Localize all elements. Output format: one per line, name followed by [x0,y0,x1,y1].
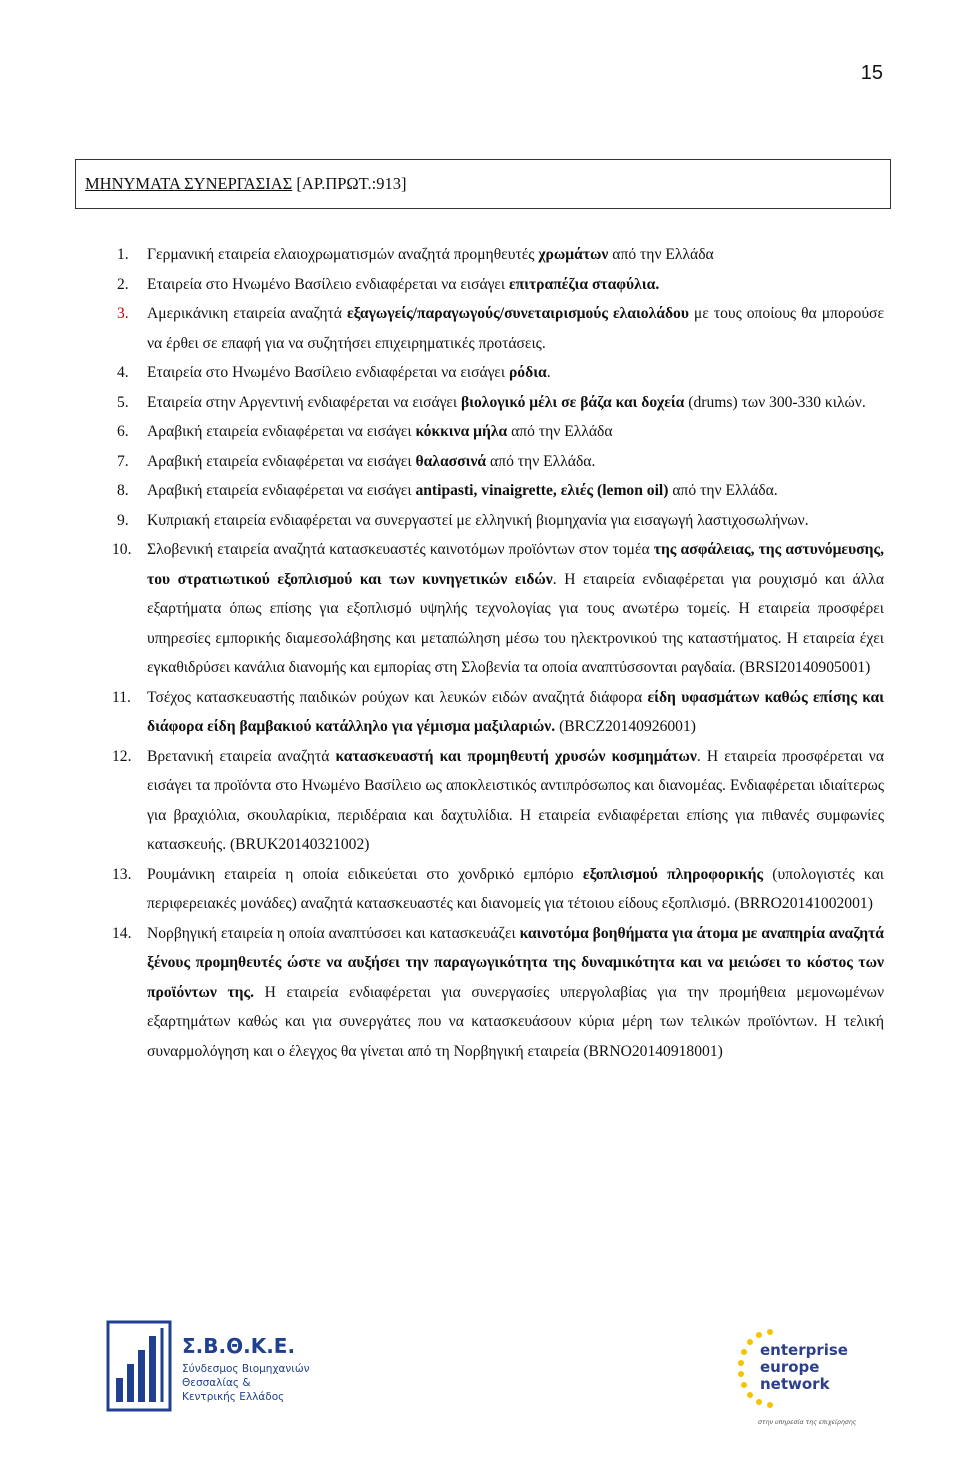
footer-logos [0,1300,960,1450]
list-item-text: από την Ελλάδα [608,246,714,263]
een-logo-tagline: στην υπηρεσία της επιχείρησης [758,1419,857,1426]
list-item-number: 1. [117,246,129,263]
list-item-text: Τσέχος κατασκευαστής παιδικών ρούχων και λευκών ειδών αναζητά διάφορα [147,688,648,706]
sbvke-logo-bar-3 [138,1350,145,1402]
sbvke-logo-bar-2 [127,1364,134,1402]
list-item-text: (drums) των 300-330 κιλών. [684,393,866,411]
sbvke-logo-bar-4 [149,1336,156,1402]
page-number: 15 [860,62,883,84]
list-item-text: από την Ελλάδα. [486,452,596,470]
list-item [0,476,960,506]
list-item-number: 7. [117,452,129,470]
list-item [0,860,960,919]
list-item-number: 2. [117,275,129,293]
list-item-highlight: εξαγωγείς/παραγωγούς/συνεταιρισμούς ελαιολάδου [346,305,689,322]
list-item-number: 10. [112,541,132,558]
sbvke-logo-line-2: Θεσσαλίας & [182,1377,251,1389]
list-item-highlight: της ασφάλειας, της αστυνόμευσης, του στρατιωτικού εξοπλισμού και των κυνηγετικών ειδών [147,541,884,588]
list-item-highlight: ρόδια [508,364,547,381]
list-item [0,240,960,270]
een-logo-line-1: enterprise [760,1341,848,1359]
list-item [0,270,960,300]
list-item-number: 8. [117,482,129,499]
een-star [738,1360,744,1366]
een-logo-line-3: network [760,1375,830,1393]
een-star [756,1399,762,1405]
list-item-text: από την Ελλάδα. [668,482,778,499]
cooperation-messages-list [0,240,960,1066]
list-item-text: Αραβική εταιρεία ενδιαφέρεται να εισάγει [147,452,416,470]
list-item-text: Εταιρεία στην Αργεντινή ενδιαφέρεται να εισάγει [147,393,461,411]
list-item [0,388,960,418]
list-item [0,358,960,388]
sbvke-logo [106,1320,326,1420]
sbvke-logo-line-1: Σύνδεσμος Βιομηχανιών [182,1363,310,1375]
sbvke-logo-bar-1 [116,1378,123,1402]
een-star [767,1329,773,1335]
list-item-text: από την Ελλάδα [507,423,613,440]
list-item-text: Εταιρεία στο Ηνωμένο Βασίλειο ενδιαφέρεται να εισάγει [147,275,509,293]
list-item-number: 14. [112,924,132,942]
list-item-text: Βρετανική εταιρεία αναζητά [147,747,336,765]
list-item-text: Ρουμάνικη εταιρεία η οποία ειδικεύεται στο χονδρικό εμπόριο [147,865,583,883]
een-star [741,1349,747,1355]
list-item-text: Νορβηγική εταιρεία η οποία αναπτύσσει και κατασκευάζει [147,924,520,942]
list-item [0,447,960,477]
list-item-highlight: antipasti, vinaigrette, ελιές (lemon oil) [415,482,669,499]
list-item-highlight: κόκκινα μήλα [415,423,508,440]
list-item-highlight: θαλασσινά [415,452,487,470]
list-item-text: Η εταιρεία ενδιαφέρεται για συνεργασίες υπεργολαβίας για την προμήθεια μεμονωμένων εξαρτημάτων καθώς και για συνεργάτες που να κατασκευάσουν κύρια μέρη των τελικών προϊόντων. Η τελική συναρμολόγηση και ο έλεγχος θα γίνεται από τη Νορβηγική εταιρεία (BRNO20140918001) [147,983,884,1060]
list-item-text: . [546,364,551,381]
een-star [747,1392,753,1398]
list-item-number: 11. [112,688,131,706]
list-item-number: 6. [117,423,129,440]
section-ref: [ΑΡ.ΠΡΩΤ.:913] [292,174,407,193]
list-item [0,683,960,742]
list-item-text: Αραβική εταιρεία ενδιαφέρεται να εισάγει [147,423,416,440]
list-item-number: 5. [117,393,129,411]
list-item-highlight: επιτραπέζια σταφύλια. [508,275,660,293]
list-item [0,535,960,683]
list-item-highlight: καινοτόμα βοηθήματα για άτομα με αναπηρία αναζητά ξένους προμηθευτές ώστε να αυξήσει την παραγωγικότητα της δυναμικότητα και να μειώσει το κόστος των προϊόντων της. [147,924,884,1001]
list-item [0,919,960,1067]
list-item-text: Εταιρεία στο Ηνωμένο Βασίλειο ενδιαφέρεται να εισάγει [147,364,509,381]
list-item-text: Γερμανική εταιρεία ελαιοχρωματισμών αναζητά προμηθευτές [147,246,539,263]
sbvke-logo-name: Σ.Β.Θ.Κ.Ε. [182,1334,296,1358]
list-item-text: . Η εταιρεία ενδιαφέρεται για ρουχισμό και άλλα εξαρτήματα όπως επίσης για εξοπλισμό υψηλής τεχνολογίας για τους ανωτέρω τομείς. Η εταιρεία προσφέρει υπηρεσίες εμπορικής διαμεσολάβησης και μεταπώληση μέσω του ηλεκτρονικού της καταστήματος. Η εταιρεία έχει εγκαθιδρύσει κανάλια διανομής και εμπορίας στη Σλοβενία τα οποία αναπτύσσονται ραγδαία. (BRSI20140905001) [147,570,884,676]
list-item [0,742,960,860]
section-title-box [75,159,891,209]
een-star [767,1402,773,1408]
list-item-highlight: είδη υφασμάτων καθώς επίσης και διάφορα είδη βαμβακιού κατάλληλο για γέμισμα μαξιλαριών. [147,688,884,735]
list-item-number: 12. [112,747,132,765]
list-item-highlight: κατασκευαστή και προμηθευτή χρυσών κοσμημάτων [335,747,697,765]
list-item-text: (υπολογιστές και περιφερειακές μονάδες) αναζητά κατασκευαστές και διανομείς για τέτοιου είδους εξοπλισμό. (BRRO20141002001) [147,865,884,912]
list-item-text: Αμερικάνικη εταιρεία αναζητά [147,305,347,322]
sbvke-logo-line-3: Κεντρικής Ελλάδος [182,1391,285,1403]
een-logo-line-2: europe [760,1358,820,1376]
list-item-number: 13. [112,865,132,883]
list-item [0,299,960,358]
een-star [741,1382,747,1388]
list-item-highlight: βιολογικό μέλι σε βάζα και δοχεία [460,393,685,411]
list-item [0,506,960,536]
een-star [747,1339,753,1345]
list-item-highlight: χρωμάτων [538,246,609,263]
list-item-highlight: εξοπλισμού πληροφορικής [582,865,764,883]
list-item-number: 4. [117,364,129,381]
een-logo [730,1320,860,1430]
list-item-text: με τους οποίους θα μπορούσε να έρθει σε επαφή για να συζητήσει επιχειρηματικές προτάσεις. [147,305,884,352]
list-item-text: Αραβική εταιρεία ενδιαφέρεται να εισάγει [147,482,416,499]
list-item [0,417,960,447]
list-item-number: 9. [117,511,129,529]
list-item-number: 3. [117,305,129,322]
een-star [738,1371,744,1377]
list-item-text: . Η εταιρεία προσφέρεται να εισάγει τα προϊόντα στο Ηνωμένο Βασίλειο ως αποκλειστικός αντιπρόσωπος και διανομέας. Ενδιαφέρεται ιδιαίτερως για βραχιόλια, σκουλαρίκια, περιδέραια και δαχτυλίδια. Η εταιρεία ενδιαφέρεται επίσης για πιθανές συμφωνίες κατασκευής. (BRUK20140321002) [147,747,885,853]
list-item-text: Κυπριακή εταιρεία ενδιαφέρεται να συνεργαστεί με ελληνική βιομηχανία για εισαγωγή λαστιχοσωλήνων. [147,511,809,529]
een-star [756,1332,762,1338]
list-item-text: Σλοβενική εταιρεία αναζητά κατασκευαστές καινοτόμων προϊόντων στον τομέα [147,541,654,558]
list-item-text: (BRCZ20140926001) [555,718,696,735]
section-title: ΜΗΝΥΜΑΤΑ ΣΥΝΕΡΓΑΣΙΑΣ [85,174,293,193]
